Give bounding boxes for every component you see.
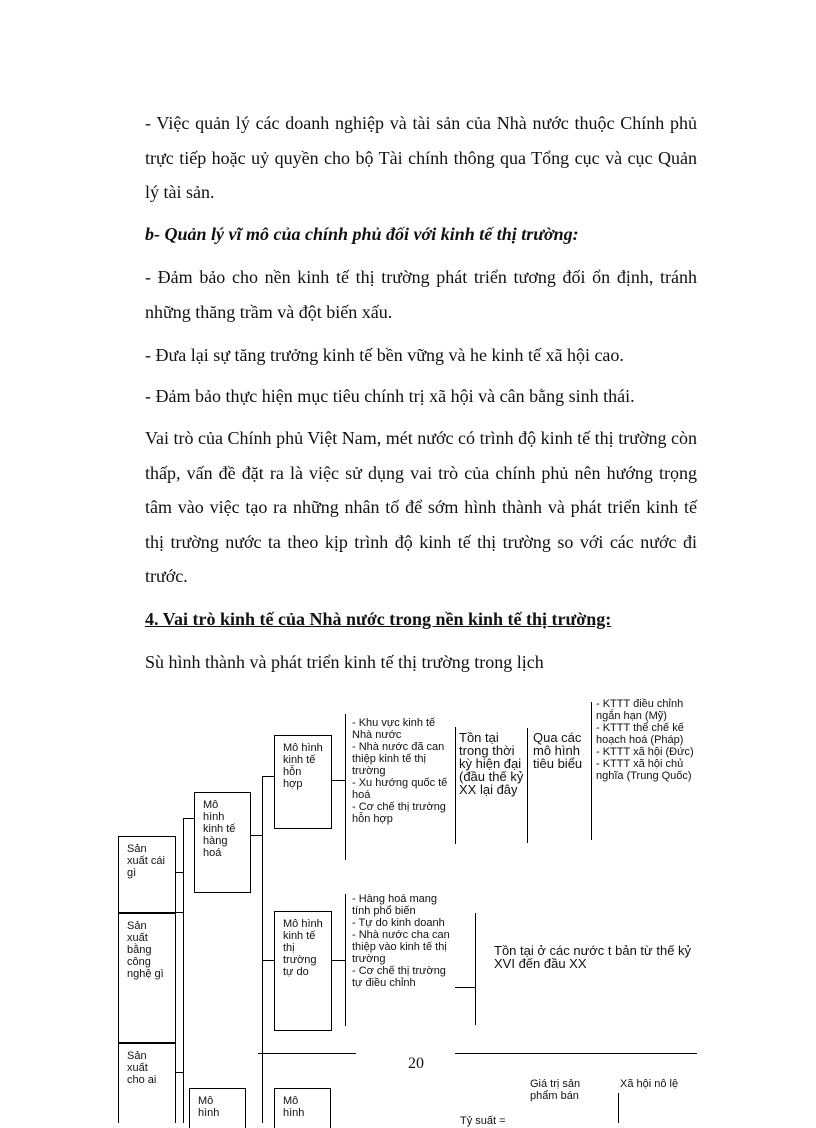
free-market-features-text: - Hàng hoá mang tính phổ biến - Tự do kinh doanh - Nhà nước cha can thiệp vào kinh tế thị trường - Cơ chế thị trường tự điều chỉnh (352, 893, 450, 989)
box-bottom-model-2: Mô hình (274, 1088, 331, 1128)
bottom-value-text: Giá trị sản phẩm bán (530, 1078, 581, 1102)
heading-section-4: 4. Vai trò kinh tế của Nhà nước trong nền kinh tế thị trường: (145, 609, 612, 629)
bottom-society-text: Xã hội nô lệ (620, 1078, 679, 1090)
mixed-features-text: - Khu vực kinh tế Nhà nước - Nhà nước đã can thiệp kinh tế thị trường - Xu hướng quốc tế hoá - Cơ chế thị trường hỗn hợp (352, 717, 448, 825)
heading-macro-management: b- Quản lý vĩ mô của chính phủ đối với kinh tế thị trường: (145, 224, 579, 244)
paragraph-history-intro: Sù hình thành và phát triển kinh tế thị trường trong lịch (145, 652, 544, 672)
box-produce-for-whom: Sản xuất cho ai (118, 1043, 176, 1123)
box-mixed-economy: Mô hình kinh tế hỗn hợp (274, 735, 332, 829)
paragraph-vietnam-role: Vai trò của Chính phủ Việt Nam, mét nước có trình độ kinh tế thị trường còn thấp, vấn đề đặt ra là việc sử dụng vai trò của chính phủ nên hướng trọng tâm vào việc tạo ra những nhân tố để sớm hình thành và phát triển kinh tế thị trường nước ta theo kịp trình độ kinh tế thị trường so với các nước đi trước. (145, 428, 697, 586)
mixed-via-models-text: Qua các mô hình tiêu biểu (533, 730, 583, 771)
page-number: 20 (408, 1055, 424, 1072)
bottom-rate-text: Tỷ suất = (460, 1115, 506, 1127)
mixed-existence-text: Tồn tại trong thời kỳ hiện đại (đầu thế kỷ XX lại đây (459, 730, 524, 797)
box-bottom-model-1: Mô hình (189, 1088, 246, 1128)
paragraph-goals: - Đảm bảo thực hiện mục tiêu chính trị xã hội và cân bằng sinh thái. (145, 386, 635, 406)
box-produce-how: Sản xuất bằng công nghệ gì (118, 913, 176, 1043)
box-free-market-economy: Mô hình kinh tế thị trường tự do (274, 911, 332, 1031)
box-commodity-economy: Mô hình kinh tế hàng hoá (194, 792, 251, 893)
mixed-models-list: - KTTT điều chỉnh ngắn hạn (Mỹ) - KTTT thể chế kế hoạch hoá (Pháp) - KTTT xã hội (Đức) - KTTT xã hội chủ nghĩa (Trung Quốc) (596, 698, 694, 782)
paragraph-asset-management: - Việc quản lý các doanh nghiệp và tài sản của Nhà nước thuộc Chính phủ trực tiếp hoặc uỷ quyền cho bộ Tài chính thông qua Tổng cục và cục Quản lý tài sản. (145, 113, 697, 202)
free-market-existence-text: Tồn tại ở các nước t bản từ thế kỷ XVI đến đầu XX (494, 943, 692, 971)
paragraph-stability: - Đảm bảo cho nền kinh tế thị trường phát triển tương đối ổn định, tránh những thăng trầm và đột biến xấu. (145, 267, 697, 322)
box-produce-what: Sản xuất cái gì (118, 836, 176, 913)
paragraph-growth: - Đưa lại sự tăng trưởng kinh tế bền vững và he kinh tế xã hội cao. (145, 345, 624, 365)
